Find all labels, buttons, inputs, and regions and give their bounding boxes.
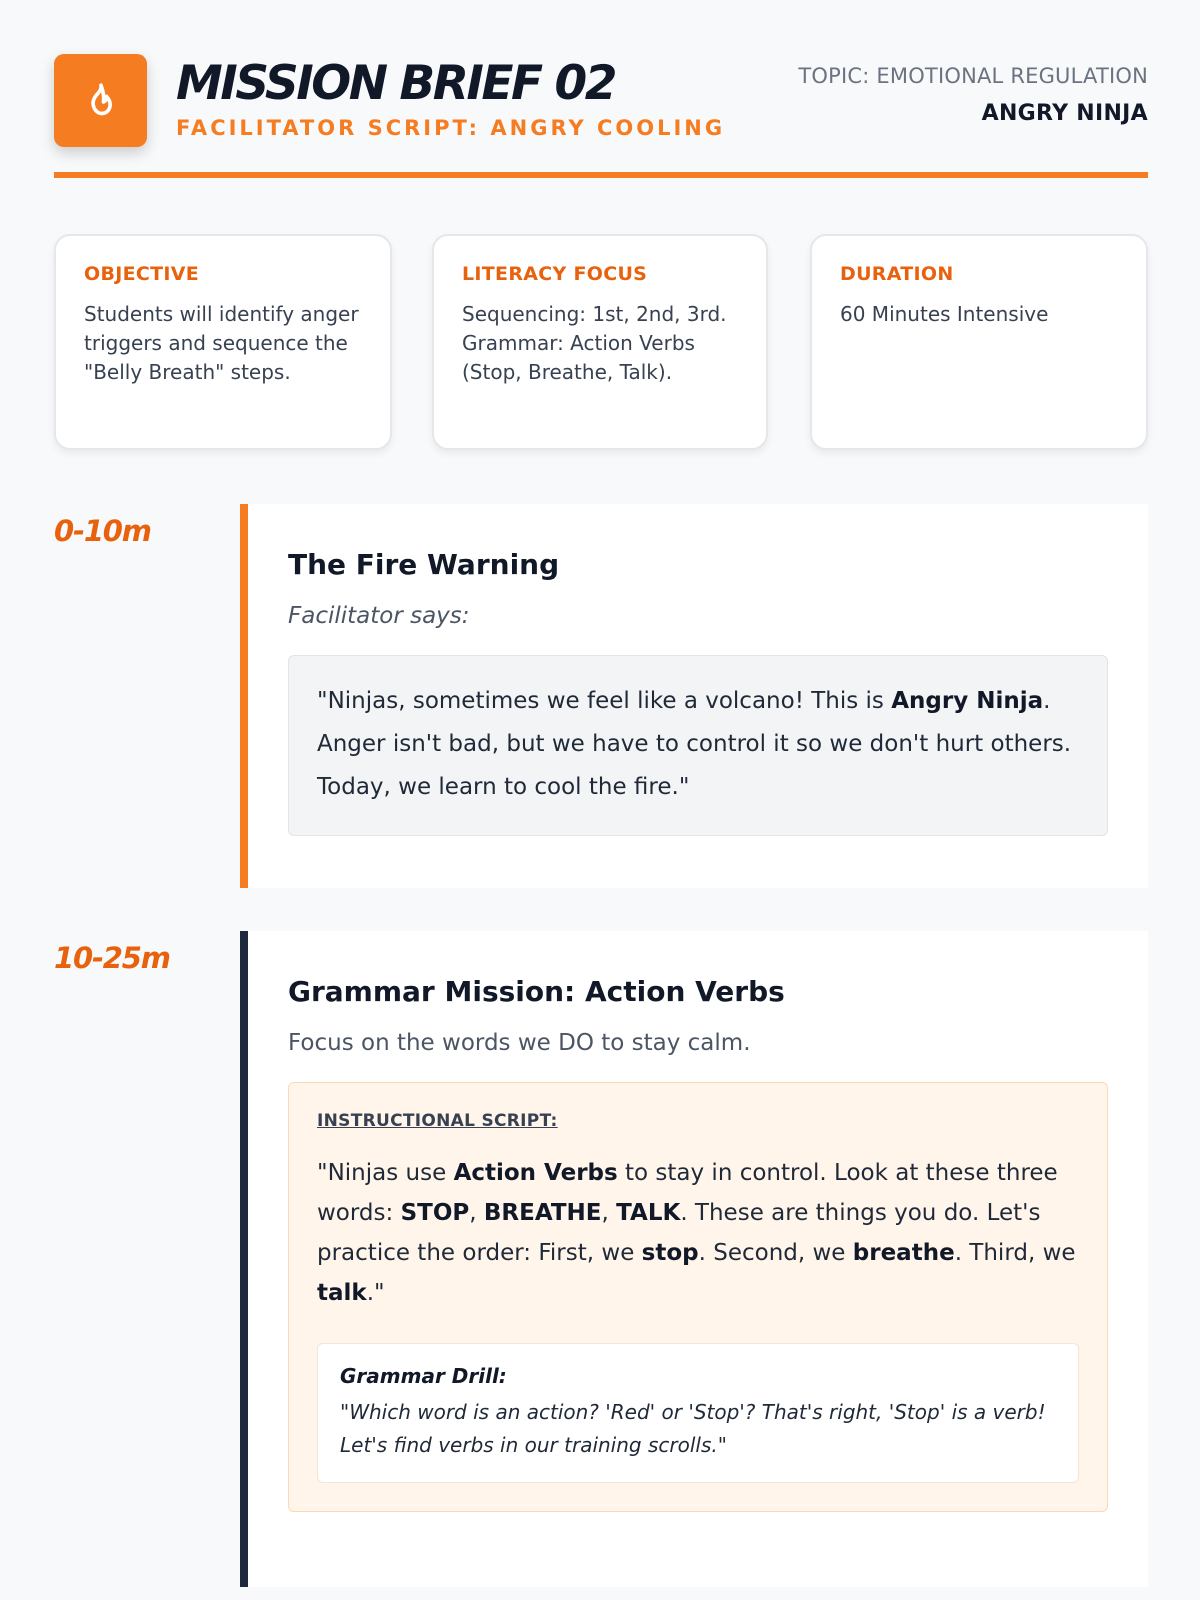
card-text: 60 Minutes Intensive: [840, 302, 1049, 326]
page-title: MISSION BRIEF 02: [176, 56, 615, 111]
section-title: Grammar Mission: Action Verbs: [288, 975, 785, 1008]
section-time: 10-25m: [54, 941, 170, 975]
script-label: INSTRUCTIONAL SCRIPT:: [317, 1111, 558, 1131]
script-part: to stay in control. Look at these three words:: [317, 1160, 1058, 1226]
section-grammar-mission: [240, 931, 1148, 1587]
flame-logo: [54, 54, 147, 147]
objective-card: [54, 234, 392, 450]
grammar-drill-box: [317, 1343, 1079, 1483]
script-emphasis: talk: [317, 1280, 367, 1306]
mission-brief-page: [54, 54, 1148, 1457]
script-part: "Ninjas use: [317, 1160, 454, 1186]
header: [54, 54, 1148, 178]
script-part: . Second, we: [698, 1240, 853, 1266]
module-name: ANGRY NINJA: [981, 101, 1148, 126]
page-subtitle: FACILITATOR SCRIPT: ANGRY COOLING: [176, 116, 726, 140]
script-part: . These are things you do. Let's practice the order: First, we: [317, 1200, 1041, 1266]
script-part: ,: [601, 1200, 617, 1226]
flame-icon: [81, 81, 121, 121]
info-cards: [54, 234, 1148, 450]
script-emphasis: BREATHE: [483, 1200, 602, 1226]
topic-label: TOPIC: EMOTIONAL REGULATION: [798, 64, 1148, 88]
quote-text: "Ninjas, sometimes we feel like a volcano! This is: [317, 688, 892, 714]
script-emphasis: TALK: [616, 1200, 681, 1226]
script-text: [317, 1153, 1079, 1313]
facilitator-quote: [288, 655, 1108, 836]
card-text: Students will identify anger triggers and sequence the "Belly Breath" steps.: [84, 302, 359, 384]
card-text: Sequencing: 1st, 2nd, 3rd. Grammar: Action Verbs (Stop, Breathe, Talk).: [462, 302, 727, 384]
drill-label: Grammar Drill:: [340, 1364, 507, 1388]
card-label: OBJECTIVE: [84, 263, 200, 285]
duration-card: [810, 234, 1148, 450]
instructional-script-box: [288, 1082, 1108, 1512]
script-emphasis: STOP: [400, 1200, 470, 1226]
section-lead: Facilitator says:: [288, 603, 470, 629]
section-fire-warning: [240, 504, 1148, 888]
literacy-focus-card: [432, 234, 768, 450]
script-part: ,: [469, 1200, 484, 1226]
script-part: . Third, we: [954, 1240, 1076, 1266]
section-title: The Fire Warning: [288, 548, 560, 581]
script-emphasis: Action Verbs: [453, 1160, 618, 1186]
quote-text: . Anger isn't bad, but we have to control it so we don't hurt others. Today, we learn to cool the fire.": [317, 688, 1072, 800]
quote-emphasis: Angry Ninja: [891, 688, 1044, 714]
script-emphasis: stop: [641, 1240, 699, 1266]
section-time: 0-10m: [54, 514, 151, 548]
script-part: .": [366, 1280, 385, 1306]
script-emphasis: breathe: [852, 1240, 955, 1266]
card-label: DURATION: [840, 263, 954, 285]
card-label: LITERACY FOCUS: [462, 263, 648, 285]
section-lead: Focus on the words we DO to stay calm.: [288, 1030, 751, 1056]
drill-text: "Which word is an action? 'Red' or 'Stop'? That's right, 'Stop' is a verb! Let's find verbs in our training scrolls.": [340, 1400, 1046, 1457]
